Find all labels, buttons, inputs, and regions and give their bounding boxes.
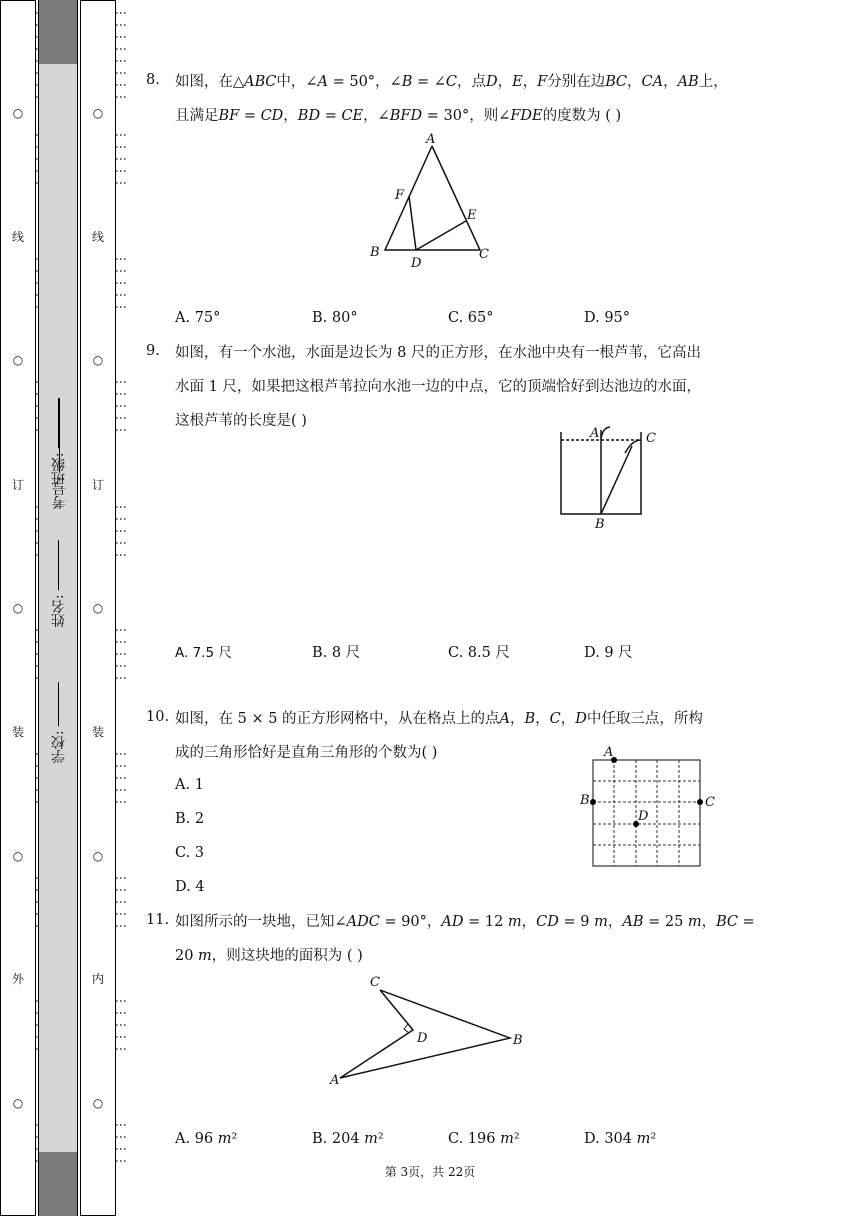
label-c: C: [646, 431, 656, 446]
label-a: A: [590, 426, 600, 441]
option-a[interactable]: A. 7.5 尺: [175, 645, 232, 661]
question-text-line: 这根芦苇的长度是( ): [175, 413, 307, 429]
option-c[interactable]: C. 8.5 尺: [448, 645, 510, 661]
question-text-line: 如图所示的一块地，已知∠𝐴𝐷𝐶 = 90°，𝐴𝐷 = 12 𝑚，𝐶𝐷 = 9 𝑚，𝐴𝐵 = 25 𝑚，𝐵𝐶 =: [175, 914, 755, 930]
reed-tip-bent: [625, 440, 641, 453]
inner-mark-zhuang: 装: [91, 725, 104, 739]
dotted-line: ⋮⋮⋮⋮⋮: [114, 624, 128, 684]
circle-mark: ○: [92, 106, 104, 120]
circle-mark: ○: [12, 601, 24, 615]
inner-mark-ding: 订: [91, 478, 104, 492]
circle-mark: ○: [12, 1096, 24, 1110]
segment-de: [416, 221, 466, 250]
label-a: A: [604, 745, 614, 760]
circle-mark: ○: [92, 1096, 104, 1110]
info-column: [38, 0, 78, 1216]
question-text-line: 如图，在△𝐴𝐵𝐶中，∠𝐴 = 50°，∠𝐵 = ∠𝐶，点𝐷，𝐸，𝐹分别在边𝐵𝐶，𝐶𝐴，𝐴𝐵上，: [175, 74, 728, 90]
dotted-line: ⋮⋮⋮⋮⋮: [114, 995, 128, 1055]
dotted-line: ⋮⋮⋮⋮⋮⋮⋮⋮: [114, 7, 128, 103]
label-c: C: [705, 795, 715, 810]
quadrilateral-figure: [320, 968, 540, 1093]
label-c: C: [370, 975, 380, 990]
label-b: B: [370, 245, 380, 260]
label-c: C: [479, 247, 489, 262]
inner-mark-nei: 内: [91, 972, 104, 986]
point-b: [590, 799, 596, 805]
circle-mark: ○: [12, 849, 24, 863]
dotted-line: ⋮⋮⋮⋮⋮: [114, 872, 128, 932]
question-number: 8.: [146, 72, 160, 88]
option-c[interactable]: C. 3: [175, 845, 205, 861]
question-number: 11.: [146, 912, 170, 928]
label-b: B: [513, 1033, 523, 1048]
option-b[interactable]: B. 2: [175, 811, 205, 827]
dark-block-bottom: [39, 1152, 77, 1216]
id-blank[interactable]: [60, 398, 61, 472]
dotted-line: ⋮⋮⋮⋮⋮: [114, 748, 128, 808]
dotted-line: ⋮⋮⋮⋮⋮: [114, 501, 128, 561]
school-blank[interactable]: [59, 682, 60, 726]
outer-mark-wai: 外: [11, 972, 24, 986]
id-field: [50, 398, 70, 509]
option-a[interactable]: A. 96 𝑚²: [175, 1131, 238, 1147]
option-c[interactable]: C. 65°: [448, 310, 494, 326]
label-e: E: [467, 208, 477, 223]
label-d: D: [417, 1031, 428, 1046]
circle-mark: ○: [92, 849, 104, 863]
question-text-line: 如图，在 5 × 5 的正方形网格中，从在格点上的点𝐴，𝐵，𝐶，𝐷中任取三点，所构: [175, 711, 703, 727]
inner-mark-xian: 线: [91, 230, 104, 244]
inner-dotted-column: [80, 0, 128, 1216]
option-b[interactable]: B. 204 𝑚²: [312, 1131, 384, 1147]
name-label: 姓名:: [51, 594, 67, 628]
pool-reed-figure: [552, 420, 672, 532]
circle-mark: ○: [92, 601, 104, 615]
school-field: [49, 682, 69, 763]
option-d[interactable]: D. 9 尺: [584, 645, 633, 661]
page-footer: 第 3页，共 22页: [384, 1165, 476, 1179]
label-a: A: [330, 1073, 340, 1088]
class-label: 班级:: [51, 452, 67, 486]
option-b[interactable]: B. 8 尺: [312, 645, 361, 661]
label-d: D: [411, 256, 422, 271]
question-text-line: 水面 1 尺，如果把这根芦苇拉向水池一边的中点，它的顶端恰好到达池边的水面，: [175, 379, 701, 395]
grid-figure: [576, 744, 722, 870]
triangle-figure: [360, 126, 500, 271]
outer-mark-zhuang: 装: [11, 725, 24, 739]
label-f: F: [395, 188, 405, 203]
option-b[interactable]: B. 80°: [312, 310, 358, 326]
question-text-line: 且满足𝐵𝐹 = 𝐶𝐷，𝐵𝐷 = 𝐶𝐸，∠𝐵𝐹𝐷 = 30°，则∠𝐹𝐷𝐸的度数为 ( ): [175, 108, 622, 124]
label-b: B: [580, 793, 590, 808]
option-a[interactable]: A. 1: [175, 777, 204, 793]
question-text-line: 成的三角形恰好是直角三角形的个数为( ): [175, 745, 438, 761]
reed-tip: [601, 427, 610, 440]
circle-mark: ○: [12, 353, 24, 367]
reed-pulled: [601, 446, 632, 514]
outer-mark-ding: 订: [11, 478, 24, 492]
question-text-line: 20 𝑚，则这块地的面积为 ( ): [175, 948, 363, 964]
option-d[interactable]: D. 304 𝑚²: [584, 1131, 657, 1147]
dotted-line: ⋮⋮⋮⋮⋮: [114, 376, 128, 436]
label-d: D: [638, 809, 649, 824]
id-label: 考号:: [52, 476, 68, 510]
question-number: 9.: [146, 343, 160, 359]
option-d[interactable]: D. 4: [175, 879, 205, 895]
dark-block-top: [39, 0, 77, 64]
option-d[interactable]: D. 95°: [584, 310, 631, 326]
circle-mark: ○: [12, 106, 24, 120]
question-text-line: 如图，有一个水池，水面是边长为 8 尺的正方形，在水池中央有一根芦苇，它高出: [175, 345, 701, 361]
segment-fd: [409, 196, 416, 250]
dotted-line: ⋮⋮⋮⋮⋮: [114, 253, 128, 313]
point-c: [697, 799, 703, 805]
dotted-line: ⋮⋮⋮⋮: [114, 1119, 128, 1167]
outer-mark-xian: 线: [11, 230, 24, 244]
name-blank[interactable]: [59, 540, 60, 590]
outer-dotted-column: [0, 0, 36, 1216]
circle-mark: ○: [92, 353, 104, 367]
dotted-line: ⋮⋮⋮⋮⋮: [114, 129, 128, 189]
name-field: [49, 540, 69, 627]
school-label: 学校:: [51, 730, 67, 764]
option-c[interactable]: C. 196 𝑚²: [448, 1131, 520, 1147]
label-a: A: [426, 132, 436, 147]
label-b: B: [595, 517, 605, 532]
question-number: 10.: [146, 709, 170, 725]
option-a[interactable]: A. 75°: [175, 310, 221, 326]
